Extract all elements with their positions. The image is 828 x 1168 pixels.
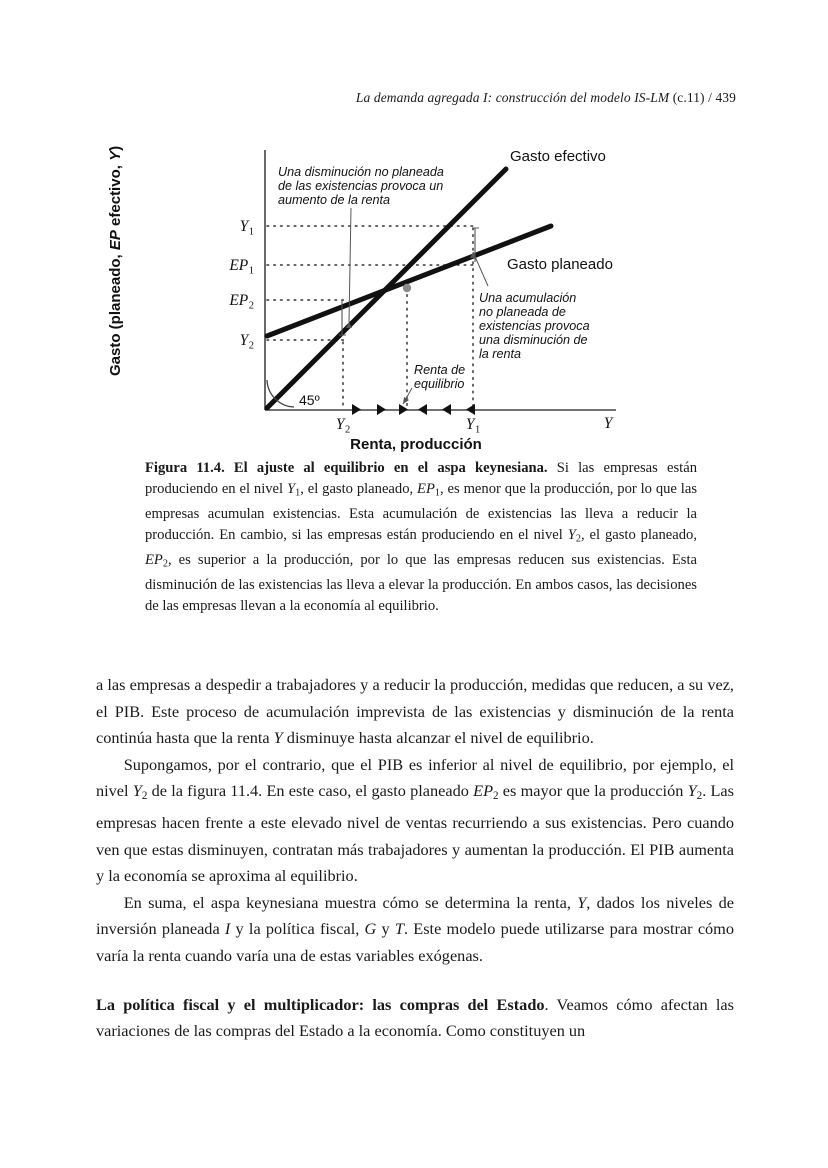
figure-caption-s3: , es menor que la producción, por lo que las empresas acumulan existencias. Esta acumulación de existencias las lleva a reducir la producción. En cambio, si las empresas están produciendo en el nivel bbox=[145, 481, 698, 544]
figure-caption-v1sub: 1 bbox=[295, 487, 301, 499]
annotation-equilibrium-text: Renta de equilibrio bbox=[414, 363, 466, 391]
p3-v1: Y bbox=[577, 892, 587, 912]
p2-t1: Supongamos, por el contrario, que el PIB es inferior al nivel de equilibrio, por ejemplo, el nivel bbox=[96, 754, 734, 801]
annotation-right-text: Una acumulación no planeada de existencias provoca una disminución de la renta bbox=[479, 291, 590, 361]
p2-t2: de la figura 11.4. En este caso, el gasto planeado bbox=[147, 781, 474, 801]
equilibrium-point bbox=[403, 284, 411, 292]
p2-v1sub: 2 bbox=[141, 790, 148, 803]
y-tick-y2: $Y_2$ bbox=[239, 332, 254, 352]
y-tick-y1: $Y_1$ bbox=[239, 218, 254, 238]
label-gasto-efectivo: Gasto efectivo bbox=[510, 148, 606, 165]
p1-t1: a las empresas a despedir a trabajadores y a reducir la producción, medidas que reducen, a su vez, el PIB. Este proceso de acumulación imprevista de las existencias y disminución de la renta continúa hasta que la renta bbox=[96, 675, 734, 748]
p2-t4: . Las empresas hacen frente a este elevado nivel de ventas recurriendo a sus existencias. Pero cuando ven que estas disminuyen, contratan más trabajadores y aumentan la producción. El PIB aumenta y la economía se aproxima al equilibrio. bbox=[96, 781, 734, 886]
p3-t2: , dados los niveles de inversión planeada bbox=[96, 892, 735, 939]
p2-v2: EP bbox=[473, 781, 494, 801]
figure-caption-s2: , el gasto planeado, bbox=[300, 481, 418, 498]
label-gasto-planeado: Gasto planeado bbox=[507, 256, 613, 273]
p3-v2: I bbox=[224, 919, 231, 939]
paragraph-3 bbox=[96, 890, 734, 970]
figure-caption-s5: , es superior a la producción, por lo que las empresas reducen sus existencias. Esta disminución de las existencias las lleva a elevar la producción. En ambos casos, las decisiones de las empresas llevan a la economía al equilibrio. bbox=[145, 551, 697, 614]
arrow-right-1 bbox=[352, 404, 361, 415]
p3-t3: y la política fiscal, bbox=[230, 919, 365, 939]
p3-t5: . Este modelo puede utilizarse para mostrar cómo varía la renta cuando varía una de estas variables exógenas. bbox=[96, 919, 734, 966]
figure-caption-v4sub: 2 bbox=[162, 558, 168, 570]
figure-caption-v4: EP bbox=[145, 551, 163, 568]
p4-heading: La política fiscal y el multiplicador: las compras del Estado bbox=[96, 994, 545, 1014]
paragraph-4 bbox=[96, 992, 734, 1045]
y-tick-ep2: $EP_2$ bbox=[229, 292, 254, 312]
figure-caption-v3: Y bbox=[567, 527, 576, 544]
x-tick-y1: $Y_1$ bbox=[465, 416, 481, 436]
x-axis-end-label: Y bbox=[603, 415, 613, 432]
running-head-title: La demanda agregada I: construcción del modelo IS-LM bbox=[355, 90, 670, 105]
figure-caption-label: Figura 11.4. bbox=[145, 460, 225, 476]
p4-t1: . Veamos cómo afectan las variaciones de las compras del Estado a la economía. Como constituyen un bbox=[96, 994, 734, 1041]
paragraph-2 bbox=[96, 752, 734, 890]
figure-caption bbox=[145, 458, 697, 617]
p2-v2sub: 2 bbox=[493, 790, 499, 803]
body-text bbox=[96, 672, 734, 1045]
p2-v3sub: 2 bbox=[696, 790, 703, 803]
paragraph-1 bbox=[96, 672, 734, 752]
p2-v1: Y bbox=[132, 781, 142, 801]
annotation-left-text: Una disminución no planeada de las existencias provoca un aumento de la renta bbox=[278, 165, 444, 207]
p3-v4: T bbox=[394, 919, 404, 939]
y-axis-title: Gasto (planeado, EP efectivo, Y) bbox=[107, 145, 124, 376]
figure-caption-s4: , el gasto planeado, bbox=[580, 527, 697, 544]
figure-caption-v1: Y bbox=[286, 481, 296, 498]
p2-t3: es mayor que la producción bbox=[498, 781, 688, 801]
figure-caption-title: El ajuste al equilibrio en el aspa keynesiana. bbox=[233, 460, 548, 476]
arrow-left-2 bbox=[442, 404, 451, 415]
keynesian-cross-chart bbox=[96, 136, 736, 456]
running-head bbox=[356, 90, 736, 106]
p1-v1: Y bbox=[273, 728, 283, 748]
figure-caption-v3sub: 2 bbox=[575, 533, 581, 545]
p3-t1: En suma, el aspa keynesiana muestra cómo se determina la renta, bbox=[123, 892, 578, 912]
p2-v3: Y bbox=[687, 781, 697, 801]
chart-svg bbox=[96, 136, 736, 456]
arrow-right-2 bbox=[377, 404, 386, 415]
annotation-equilibrium bbox=[403, 363, 469, 404]
running-head-pagenum: (c.11) / 439 bbox=[672, 90, 736, 105]
y-tick-labels bbox=[228, 218, 254, 352]
x-axis-title: Renta, producción bbox=[350, 436, 482, 453]
y-tick-ep1: $EP_1$ bbox=[229, 257, 254, 277]
p1-t2: disminuye hasta alcanzar el nivel de equilibrio. bbox=[282, 728, 594, 748]
figure-11-4 bbox=[96, 136, 736, 456]
figure-caption-v2sub: 1 bbox=[434, 487, 440, 499]
angle-label: 45º bbox=[299, 392, 320, 408]
arrow-left-1 bbox=[418, 404, 427, 415]
x-tick-labels bbox=[336, 415, 614, 436]
p3-t4: y bbox=[376, 919, 395, 939]
p3-v3: G bbox=[364, 919, 377, 939]
x-tick-y2: $Y_2$ bbox=[335, 416, 351, 436]
figure-caption-v2: EP bbox=[417, 481, 435, 498]
figure-caption-s1: Si las empresas están produciendo en el nivel bbox=[145, 460, 697, 498]
arrow-left-3 bbox=[466, 404, 475, 415]
